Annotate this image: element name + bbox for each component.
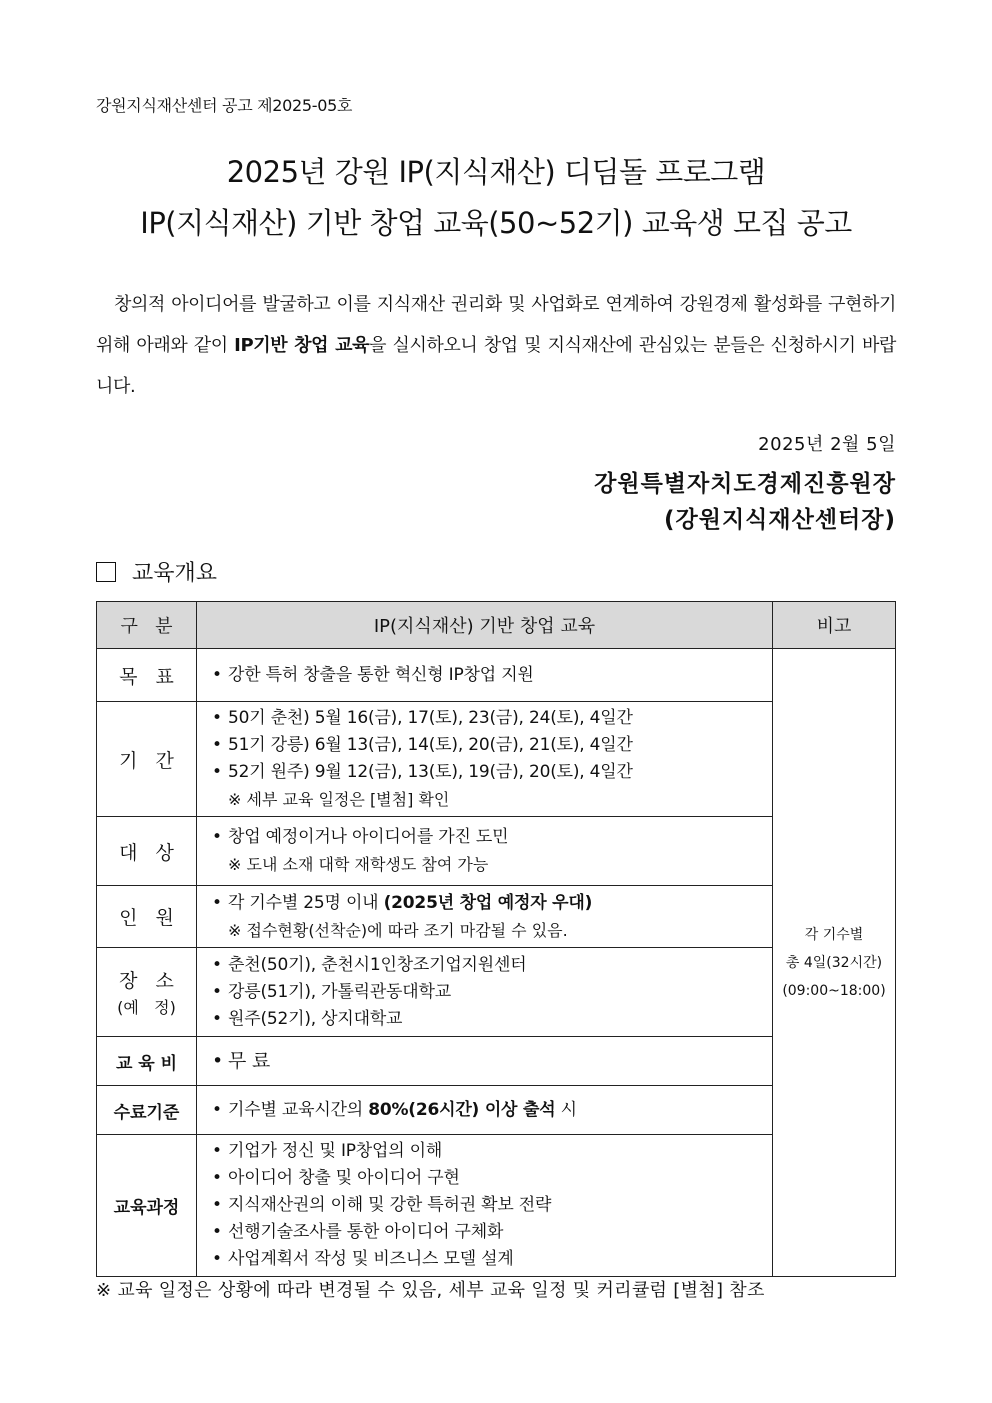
venue-label: 장 소 bbox=[119, 970, 174, 992]
list-item: • 원주(52기), 상지대학교 bbox=[212, 1006, 772, 1033]
issuer-subtitle: (강원지식재산센터장) bbox=[664, 507, 896, 533]
list-item: • 춘천(50기), 춘천시1인창조기업지원센터 bbox=[212, 952, 772, 979]
remark-cell bbox=[773, 649, 896, 1277]
list-item: • 51기 강릉) 6월 13(금), 14(토), 20(금), 21(토), 4일간 bbox=[212, 732, 772, 759]
row-content-venue bbox=[197, 948, 773, 1037]
notice-number: 강원지식재산센터 공고 제2025-05호 bbox=[96, 96, 353, 115]
overview-table bbox=[96, 601, 896, 1277]
list-item: • 선행기술조사를 통한 아이디어 구체화 bbox=[212, 1219, 772, 1246]
list-item: • 강한 특허 창출을 통한 혁신형 IP창업 지원 bbox=[212, 662, 772, 689]
list-item: • 52기 원주) 9월 12(금), 13(토), 19(금), 20(토), 4일간 bbox=[212, 759, 772, 786]
intro-text-2: 을 실시하오니 창업 및 지식재산에 관심있는 분들은 신청하시기 바랍니다. bbox=[96, 335, 896, 397]
title-line-2: IP(지식재산) 기반 창업 교육(50~52기) 교육생 모집 공고 bbox=[140, 206, 852, 240]
intro-text-1: 창의적 아이디어를 발굴하고 이를 지식재산 권리화 및 사업화로 연계하여 강원경제 활성화를 구현하기 위해 아래와 같이 bbox=[96, 294, 896, 356]
target-note: ※ 도내 소재 대학 재학생도 참여 가능 bbox=[228, 855, 489, 874]
row-label-completion: 수료기준 bbox=[97, 1086, 197, 1135]
section-title: 교육개요 bbox=[132, 561, 218, 586]
row-content-target bbox=[197, 817, 773, 886]
completion-emphasis: 80%(26시간) 이상 출석 bbox=[368, 1099, 556, 1120]
list-item: • 지식재산권의 이해 및 강한 특허권 확보 전략 bbox=[212, 1192, 772, 1219]
list-item: • 강릉(51기), 가톨릭관동대학교 bbox=[212, 979, 772, 1006]
table-row-goal bbox=[97, 649, 896, 702]
section-heading bbox=[96, 556, 217, 587]
list-item: • 사업계획서 작성 및 비즈니스 모델 설계 bbox=[212, 1246, 772, 1273]
remark-line-1: 각 기수별 bbox=[804, 926, 864, 943]
capacity-note: ※ 접수현황(선착순)에 따라 조기 마감될 수 있음. bbox=[228, 920, 568, 940]
row-label-venue bbox=[97, 948, 197, 1037]
completion-suffix: 시 bbox=[555, 1099, 577, 1120]
header-content: IP(지식재산) 기반 창업 교육 bbox=[197, 602, 773, 649]
venue-sublabel: (예 정) bbox=[117, 998, 176, 1017]
issuer-name: 강원특별자치도경제진흥원장 bbox=[594, 471, 896, 497]
row-label-goal: 목 표 bbox=[97, 649, 197, 702]
row-content-period bbox=[197, 702, 773, 817]
list-item: • 창업 예정이거나 아이디어를 가진 도민 bbox=[212, 824, 772, 851]
notice-date: 2025년 2월 5일 bbox=[758, 434, 896, 455]
row-content-completion bbox=[197, 1086, 773, 1135]
checkbox-square-icon bbox=[96, 562, 116, 582]
row-label-curriculum: 교육과정 bbox=[97, 1135, 197, 1277]
row-label-period: 기 간 bbox=[97, 702, 197, 817]
row-content-capacity bbox=[197, 886, 773, 948]
footnote: ※ 교육 일정은 상황에 따라 변경될 수 있음, 세부 교육 일정 및 커리큘럼 [별첨] 참조 bbox=[96, 1280, 765, 1301]
remark-line-3: (09:00~18:00) bbox=[782, 982, 886, 999]
table-header-row bbox=[97, 602, 896, 649]
row-label-capacity: 인 원 bbox=[97, 886, 197, 948]
list-item bbox=[212, 890, 772, 917]
list-item: • 무 료 bbox=[212, 1048, 772, 1075]
row-label-target: 대 상 bbox=[97, 817, 197, 886]
intro-paragraph bbox=[96, 284, 896, 407]
row-content-curriculum bbox=[197, 1135, 773, 1277]
period-note: ※ 세부 교육 일정은 [별첨] 확인 bbox=[228, 790, 450, 809]
list-item: • 50기 춘천) 5월 16(금), 17(토), 23(금), 24(토), 4일간 bbox=[212, 705, 772, 732]
issuer-block bbox=[594, 466, 896, 538]
header-category: 구 분 bbox=[97, 602, 197, 649]
row-content-fee bbox=[197, 1037, 773, 1086]
row-label-fee: 교 육 비 bbox=[97, 1037, 197, 1086]
list-item: • 아이디어 창출 및 아이디어 구현 bbox=[212, 1165, 772, 1192]
row-content-goal bbox=[197, 649, 773, 702]
remark-line-2: 총 4일(32시간) bbox=[785, 954, 883, 971]
capacity-text: 각 기수별 25명 이내 bbox=[228, 892, 384, 913]
title-line-1: 2025년 강원 IP(지식재산) 디딤돌 프로그램 bbox=[226, 155, 766, 189]
list-item bbox=[212, 1097, 772, 1124]
intro-emphasis: IP기반 창업 교육 bbox=[234, 335, 370, 356]
list-item: • 기업가 정신 및 IP창업의 이해 bbox=[212, 1138, 772, 1165]
capacity-emphasis: (2025년 창업 예정자 우대) bbox=[383, 892, 593, 913]
header-remark: 비고 bbox=[773, 602, 896, 649]
completion-prefix: 기수별 교육시간의 bbox=[228, 1099, 369, 1120]
